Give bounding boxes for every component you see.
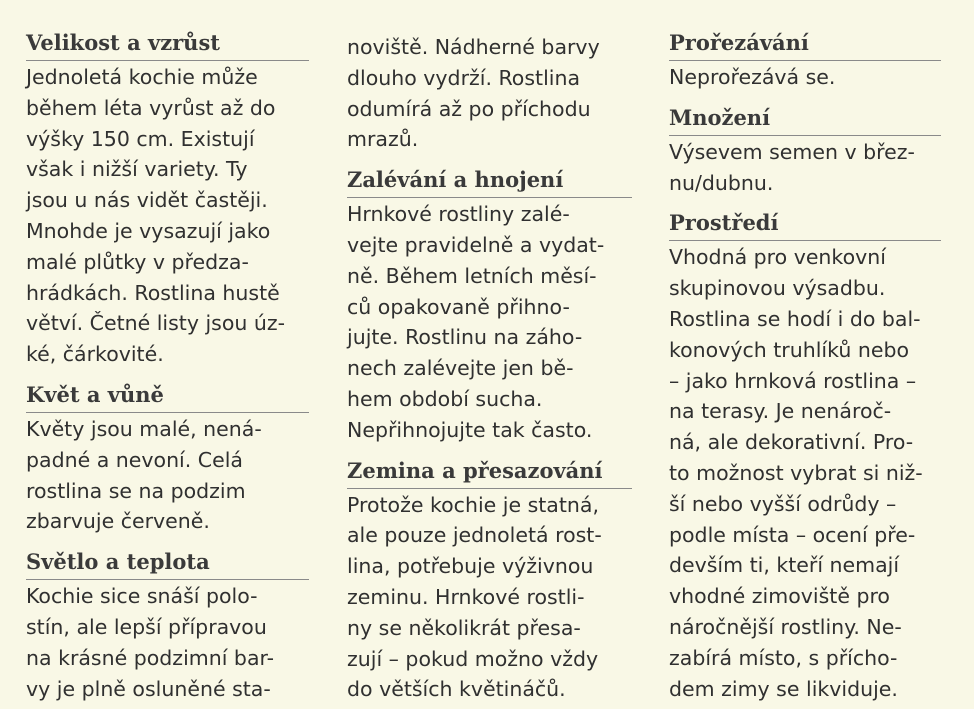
- text-line: Nepřihnojujte tak často.: [347, 417, 593, 442]
- text-line: podle místa – ocení pře-: [669, 522, 916, 547]
- text-line: Mnohde je vysazují jako: [26, 218, 271, 243]
- section-heading: Světlo a teplota: [26, 547, 309, 580]
- text-line: jujte. Rostlinu na záho-: [347, 325, 583, 350]
- text-line: dlouho vydrží. Rostlina: [347, 65, 581, 90]
- section-body: [347, 199, 632, 445]
- section-heading: Květ a vůně: [26, 380, 309, 413]
- section-heading: Zemina a přesazování: [347, 456, 632, 489]
- text-line: mrazů.: [347, 127, 419, 152]
- text-line: ší nebo vyšší odrůdy –: [669, 491, 897, 516]
- text-line: ale pouze jednoletá rost-: [347, 523, 602, 548]
- text-line: Neprořezává se.: [669, 65, 836, 89]
- text-line: nu/dubnu.: [669, 170, 774, 195]
- section-heading: Prostředí: [669, 208, 941, 241]
- text-line: malé plůtky v předza-: [26, 249, 249, 274]
- text-line: vejte pravidelně a vydat-: [347, 232, 605, 257]
- text-line: na terasy. Je nenároč-: [669, 399, 892, 424]
- text-line: ců opakovaně přihno-: [347, 294, 570, 319]
- section-prostredi: [669, 208, 941, 704]
- text-line: jsou u nás vidět častěji.: [26, 188, 268, 213]
- text-line: rostlina se na podzim: [26, 478, 246, 503]
- section-mnozeni: [669, 103, 941, 199]
- continued-text: [347, 32, 632, 155]
- text-line: dem zimy se likviduje.: [669, 676, 898, 701]
- text-line: zabírá místo, s přícho-: [669, 645, 898, 670]
- text-line: Protože kochie je statná,: [347, 492, 599, 517]
- text-line: vhodné zimoviště pro: [669, 584, 890, 609]
- text-line: ny se několikrát přesa-: [347, 615, 581, 640]
- text-line: na krásné podzimní bar-: [26, 645, 275, 670]
- text-line: ně. Během letních měsí-: [347, 263, 597, 288]
- text-line: zeminu. Hrnkové rostli-: [347, 584, 585, 609]
- text-line: zbarvuje červeně.: [26, 509, 210, 534]
- text-line: skupinovou výsadbu.: [669, 276, 886, 301]
- section-body: [26, 414, 309, 537]
- section-zalevani-a-hnojeni: [347, 165, 632, 445]
- text-line: Výsevem semen v břez-: [669, 139, 915, 164]
- section-body: [669, 62, 941, 93]
- text-line: větví. Četné listy jsou úz-: [26, 311, 286, 336]
- section-prorezavani: [669, 28, 941, 93]
- section-body: [26, 62, 309, 370]
- text-line: zují – pokud možno vždy: [347, 646, 599, 671]
- text-line: ké, čárkovité.: [26, 342, 164, 367]
- text-line: náročnější rostliny. Ne-: [669, 614, 902, 639]
- text-line: to možnost vybrat si niž-: [669, 460, 923, 485]
- text-line: konových truhlíků nebo: [669, 337, 910, 362]
- text-line: Jednoletá kochie může: [26, 65, 258, 89]
- text-line: ná, ale dekorativní. Pro-: [669, 430, 914, 455]
- column-2: [347, 32, 632, 705]
- text-line: do větších květináčů.: [347, 677, 566, 702]
- section-zemina-a-presazovani: [347, 456, 632, 706]
- text-line: však i nižší variety. Ty: [26, 157, 248, 182]
- text-line: Vhodná pro venkovní: [669, 245, 886, 270]
- text-line: lina, potřebuje výživnou: [347, 554, 594, 579]
- section-heading: Množení: [669, 103, 941, 136]
- section-body: [347, 32, 632, 155]
- text-line: noviště. Nádherné barvy: [347, 35, 600, 59]
- text-line: Květy jsou malé, nená-: [26, 416, 262, 441]
- text-line: devším ti, kteří nemají: [669, 553, 900, 578]
- section-body: [669, 242, 941, 704]
- text-line: Hrnkové rostliny zalé-: [347, 202, 570, 227]
- column-1: [26, 28, 309, 704]
- text-line: odumírá až po příchodu: [347, 96, 591, 121]
- section-heading: Velikost a vzrůst: [26, 28, 309, 61]
- text-line: vy je plně osluněné sta-: [26, 676, 271, 701]
- section-svetlo-a-teplota: [26, 547, 309, 704]
- section-velikost-a-vzrust: [26, 28, 309, 370]
- text-line: během léta vyrůst až do: [26, 95, 276, 120]
- section-heading: Zalévání a hnojení: [347, 165, 632, 198]
- text-line: stín, ale lepší přípravou: [26, 614, 267, 639]
- section-body: [669, 137, 941, 199]
- text-line: Kochie sice snáší polo-: [26, 584, 258, 609]
- text-line: nech zalévejte jen bě-: [347, 356, 574, 381]
- text-line: výšky 150 cm. Existují: [26, 126, 255, 151]
- text-line: hem období sucha.: [347, 386, 543, 411]
- section-body: [26, 581, 309, 704]
- section-heading: Prořezávání: [669, 28, 941, 61]
- column-3: [669, 28, 941, 704]
- section-kvet-a-vune: [26, 380, 309, 537]
- text-line: hrádkách. Rostlina hustě: [26, 280, 280, 305]
- section-body: [347, 490, 632, 706]
- text-line: padné a nevoní. Celá: [26, 447, 243, 472]
- text-line: – jako hrnková rostlina –: [669, 368, 917, 393]
- text-line: Rostlina se hodí i do bal-: [669, 306, 921, 331]
